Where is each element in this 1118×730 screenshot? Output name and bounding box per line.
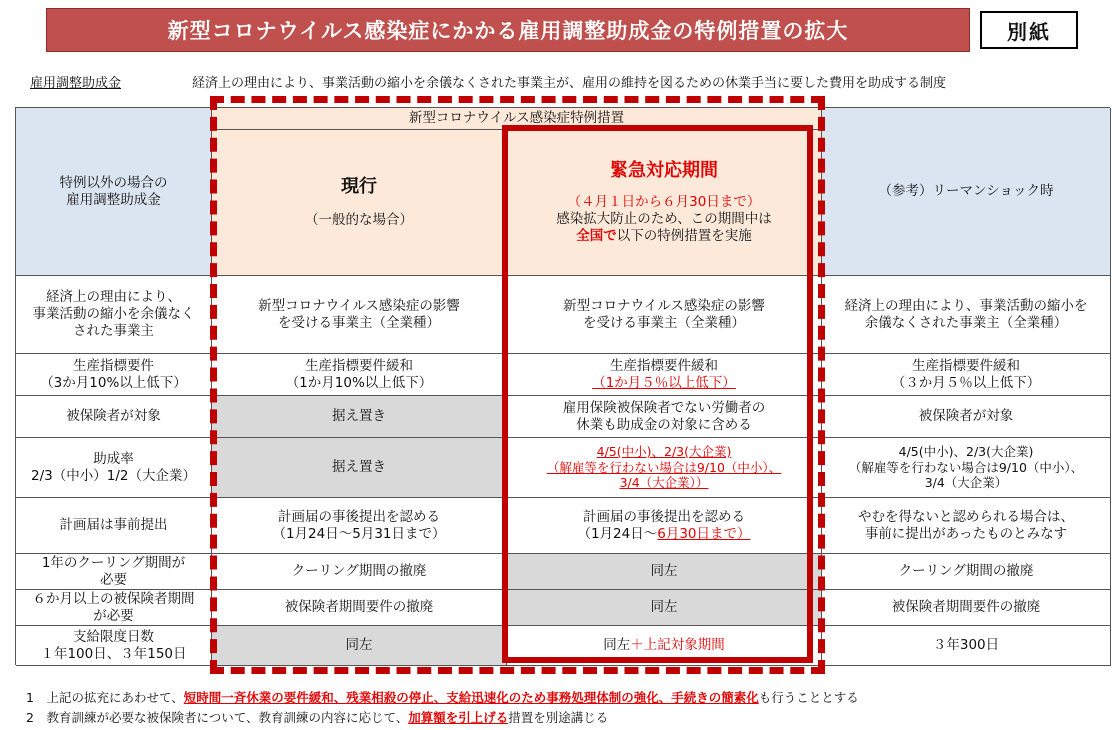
text: （1月24日～ bbox=[577, 525, 658, 542]
text: ６か月以上の被保険者期間 bbox=[32, 590, 195, 607]
header-normal-line1: 特例以外の場合の bbox=[59, 174, 168, 191]
row8-col2 bbox=[507, 626, 822, 666]
text: 生産指標要件緩和 bbox=[912, 357, 1020, 374]
row2-col0 bbox=[16, 354, 212, 396]
text: ＋上記対象期間 bbox=[630, 637, 725, 654]
text: 計画届は事前提出 bbox=[59, 517, 168, 534]
text: 6月30日まで） bbox=[657, 525, 751, 542]
text: ３年300日 bbox=[932, 637, 1000, 654]
text: 支給限度日数 bbox=[73, 628, 154, 645]
definition-text: 経済上の理由により、事業活動の縮小を余儀なくされた事業主が、雇用の維持を図るための休業手当に要した費用を助成する制度 bbox=[192, 76, 947, 91]
header-normal-case bbox=[16, 108, 212, 276]
row7-col3 bbox=[822, 590, 1111, 626]
current-title: 現行 bbox=[341, 175, 377, 197]
text: 雇用保険被保険者でない労働者の bbox=[562, 399, 766, 416]
text: 余儀なくされた事業主（全業種） bbox=[864, 314, 1068, 331]
row4-col3 bbox=[822, 438, 1111, 498]
text: （解雇等を行わない場合は9/10（中小）、 bbox=[848, 459, 1084, 475]
page-title: 新型コロナウイルス感染症にかかる雇用調整助成金の特例措置の拡大 bbox=[46, 8, 970, 52]
text: 3/4（大企業） bbox=[924, 475, 1008, 491]
header-current bbox=[212, 130, 507, 276]
text: 被保険者が対象 bbox=[66, 408, 161, 425]
emergency-line3-rest: 以下の特例措置を実施 bbox=[616, 228, 752, 245]
row6-col1 bbox=[212, 554, 507, 590]
text: 1 上記の拡充にあわせて、 bbox=[26, 690, 184, 705]
text: 被保険者が対象 bbox=[918, 408, 1014, 425]
text: も行うこととする bbox=[758, 690, 859, 705]
row4-col1 bbox=[212, 438, 507, 498]
row7-col2 bbox=[507, 590, 822, 626]
text: クーリング期間の撤廃 bbox=[898, 563, 1034, 580]
row5-col0 bbox=[16, 498, 212, 554]
text: 生産指標要件 bbox=[73, 357, 154, 374]
row6-col0 bbox=[16, 554, 212, 590]
row3-col2 bbox=[507, 396, 822, 438]
emergency-period: （４月１日から６月30日まで） bbox=[567, 194, 761, 211]
text: 同左 bbox=[345, 637, 373, 654]
row5-col3 bbox=[822, 498, 1111, 554]
text: 生産指標要件緩和 bbox=[305, 357, 413, 374]
row8-col3 bbox=[822, 626, 1111, 666]
footnote-1 bbox=[26, 688, 859, 706]
text: 据え置き bbox=[332, 408, 386, 425]
header-normal-line2: 雇用調整助成金 bbox=[66, 191, 161, 208]
text: 据え置き bbox=[332, 459, 386, 476]
comparison-table bbox=[15, 107, 1110, 665]
footnote-2 bbox=[26, 708, 608, 726]
text: を受ける事業主（全業種） bbox=[583, 314, 745, 331]
text: 経済上の理由により、 bbox=[46, 289, 181, 306]
row5-col2-line2 bbox=[577, 526, 750, 543]
row2-col2 bbox=[507, 354, 822, 396]
row1-col0 bbox=[16, 276, 212, 354]
text: （３か月５％以上低下） bbox=[891, 374, 1041, 391]
text: 必要 bbox=[100, 571, 127, 588]
text: （1月24日～5月31日まで） bbox=[272, 525, 446, 542]
text: を受ける事業主（全業種） bbox=[278, 314, 440, 331]
text: クーリング期間の撤廃 bbox=[291, 563, 427, 580]
attachment-label: 別紙 bbox=[980, 11, 1078, 49]
text: 4/5(中小)、2/3(大企業) bbox=[596, 444, 732, 460]
row8-col2-text bbox=[603, 637, 725, 654]
row7-col0 bbox=[16, 590, 212, 626]
text: （解雇等を行わない場合は9/10（中小）、 bbox=[546, 459, 782, 475]
text: （3か月10%以上低下） bbox=[40, 374, 187, 391]
text: 4/5(中小)、2/3(大企業) bbox=[898, 444, 1034, 460]
definition-term: 雇用調整助成金 bbox=[30, 76, 122, 91]
emergency-nationwide: 全国で bbox=[576, 228, 617, 245]
text: 同左 bbox=[650, 599, 678, 616]
row2-col3 bbox=[822, 354, 1111, 396]
lehman-title: （参考）リーマンショック時 bbox=[878, 183, 1054, 200]
text: 同左 bbox=[603, 637, 631, 654]
text: が必要 bbox=[93, 607, 134, 624]
text: 事前に提出があったものとみなす bbox=[864, 525, 1068, 542]
text: 同左 bbox=[650, 563, 678, 580]
text: 生産指標要件緩和 bbox=[610, 357, 718, 374]
text: 措置を別途講じる bbox=[508, 710, 609, 725]
text: 2/3（中小）1/2（大企業） bbox=[31, 467, 196, 484]
text: 休業も助成金の対象に含める bbox=[576, 416, 752, 433]
current-subtitle: （一般的な場合） bbox=[305, 212, 413, 229]
row3-col1 bbox=[212, 396, 507, 438]
row1-col2 bbox=[507, 276, 822, 354]
text: 新型コロナウイルス感染症の影響 bbox=[258, 297, 460, 314]
text: （1か月５％以上低下） bbox=[592, 374, 736, 391]
row8-col1 bbox=[212, 626, 507, 666]
emergency-line2: 感染拡大防止のため、この期間中は bbox=[556, 211, 772, 228]
text: （1か月10%以上低下） bbox=[285, 374, 433, 391]
row5-col2 bbox=[507, 498, 822, 554]
text: された事業主 bbox=[73, 322, 154, 339]
text: 経済上の理由により、事業活動の縮小を bbox=[844, 297, 1088, 314]
text: 被保険者期間要件の撤廃 bbox=[891, 599, 1041, 616]
text: 1年のクーリング期間が bbox=[41, 554, 186, 571]
text: 計画届の事後提出を認める bbox=[583, 508, 745, 525]
header-lehman bbox=[822, 108, 1111, 276]
row6-col2 bbox=[507, 554, 822, 590]
text: 短時間一斉休業の要件緩和、残業相殺の停止、支給迅速化のため事務処理体制の強化、手続きの簡素化 bbox=[183, 690, 759, 705]
text: 助成率 bbox=[93, 450, 134, 467]
row4-col2 bbox=[507, 438, 822, 498]
text: 3/4（大企業）） bbox=[619, 475, 709, 491]
emergency-line3 bbox=[576, 228, 752, 245]
text: 新型コロナウイルス感染症の影響 bbox=[563, 297, 765, 314]
row2-col1 bbox=[212, 354, 507, 396]
emergency-title: 緊急対応期間 bbox=[610, 159, 718, 181]
row1-col1 bbox=[212, 276, 507, 354]
row5-col1 bbox=[212, 498, 507, 554]
special-group-label: 新型コロナウイルス感染症特例措置 bbox=[408, 110, 625, 127]
text: やむを得ないと認められる場合は、 bbox=[858, 508, 1074, 525]
header-emergency bbox=[507, 130, 822, 276]
text: 事業活動の縮小を余儀なく bbox=[32, 306, 195, 323]
row8-col0 bbox=[16, 626, 212, 666]
row7-col1 bbox=[212, 590, 507, 626]
row6-col3 bbox=[822, 554, 1111, 590]
text: １年100日、３年150日 bbox=[40, 645, 187, 662]
text: 2 教育訓練が必要な被保険者について、教育訓練の内容に応じて、 bbox=[26, 710, 409, 725]
text: 加算額を引上げる bbox=[408, 710, 509, 725]
row1-col3 bbox=[822, 276, 1111, 354]
text: 被保険者期間要件の撤廃 bbox=[284, 599, 434, 616]
row3-col0 bbox=[16, 396, 212, 438]
row4-col0 bbox=[16, 438, 212, 498]
text: 計画届の事後提出を認める bbox=[278, 508, 440, 525]
header-special-group bbox=[212, 108, 822, 130]
row3-col3 bbox=[822, 396, 1111, 438]
